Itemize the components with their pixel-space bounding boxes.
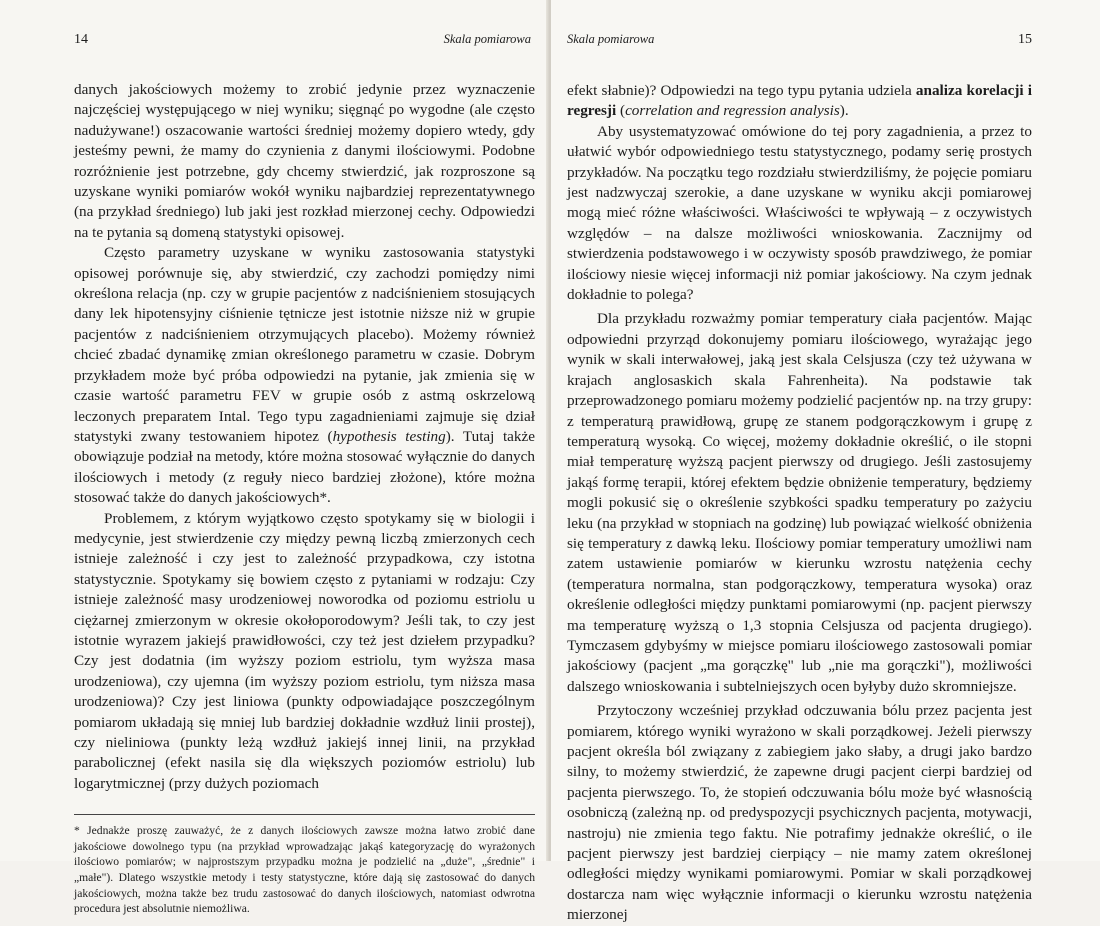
paragraph <box>74 243 535 508</box>
page-number: 15 <box>1018 32 1032 47</box>
italic-term: correlation and regression analysis <box>625 102 840 120</box>
text-run: Dla przykładu rozważmy pomiar temperatury ciała pacjentów. Mając odpowiedni przyrząd dokonujemy pomiaru ilościowego, wyrażając jego wynik w skali interwałowej, jaką jest skala Celsjusza (czy też używana w krajach anglosaskich skala Fahrenheita). Na podstawie tak przeprowadzonego pomiaru możemy podzielić pacjentów np. na trzy grupy: z temperaturą prawidłową, grupę ze stanem podgorączkowym i grupę z temperaturą wysoką. Co więcej, możemy dokładnie określić, o ile stopni miał temperaturę wyższą pacjent pierwszy od drugiego. Jeśli zastosujemy jakąś formę terapii, której efektem będzie obniżenie temperatury, będziemy mogli pokusić się o określenie szybkości spadku temperatury po zażyciu leku (na przykład w stopniach na godzinę) lub powiązać wielkość obniżenia się temperatury z dawką leku. Ilościowy pomiar temperatury umożliwi nam zatem ustawienie pomiarów w kierunku wzrostu natężenia cechy (temperatura normalna, stan podgorączkowy, temperatura wysoka) oraz określenie odległości między punktami pomiarowymi (np. pacjent pierwszy ma temperaturę wyższą o 1,3 stopnia Celsjusza od pacjenta drugiego). Tymczasem gdybyśmy w miejsce pomiaru ilościowego zastosowali pomiar jakościowy (pacjent „ma gorączkę" lub „nie ma gorączki"), możliwości dalszego wnioskowania i subtelniejszych ocen byłyby dużo skromniejsze. <box>567 310 1032 695</box>
paragraph <box>74 80 535 243</box>
running-title: Skala pomiarowa <box>443 32 531 46</box>
text-run: danych jakościowych możemy to zrobić jedynie przez wyznaczenie najczęściej występującego w niej wyniku; sięgnąć po wygodne (ale często nadużywane!) oszacowanie wartości średniej możemy dopiero wtedy, gdy jesteśmy pewni, że mamy do czynienia z danymi ilościowymi. Podobne rozróżnienie jest potrzebne, gdy chcemy stwierdzić, jak rozproszone są uzyskane wyniki pomiarów wokół wyniku najbardziej reprezentatywnego (na przykład średniego) lub jaki jest rozkład mierzonej cechy. Odpowiedzi na te pytania są domeną statystyki opisowej. <box>74 81 535 241</box>
text-run: ). <box>839 102 849 120</box>
text-run: ( <box>616 102 626 120</box>
footnote-separator <box>74 814 535 815</box>
paragraph <box>74 509 535 795</box>
running-title: Skala pomiarowa <box>567 32 655 46</box>
right-running-head <box>567 32 1032 54</box>
page-number: 14 <box>74 32 88 47</box>
left-page <box>0 0 549 916</box>
text-run: ). Tutaj także obowiązuje podział na metody, które można stosować wyłącznie do danych ilościowych i metody (z reguły nieco bardziej złożone), które można stosować także do danych jakościowych*. <box>74 427 535 507</box>
bold-term: analiza korelacji i regresji <box>567 82 1032 120</box>
text-run: Przytoczony wcześniej przykład odczuwania bólu przez pacjenta jest pomiarem, którego wyniki wyrażono w skali porządkowej. Jeżeli pierwszy pacjent określa ból związany z zabiegiem jako słaby, a drugi jako bardzo silny, to możemy stwierdzić, że zapewne drugi pacjent cierpi bardziej od pacjenta pierwszego. To, że stopień odczuwania bólu może być własnością osobniczą (zależną np. od predyspozycji psychicznych pacjenta, motywacji, nastroju) nie zmienia tego faktu. Nie potrafimy jednakże określić, o ile pacjent pierwszy jest bardziej cierpiący – nie mamy zatem określonej odległości między wynikami pomiarowymi. Pomiar w skali porządkowej dostarcza nam więc wyłącznie informacji o kierunku wzrostu natężenia mierzonej <box>567 702 1032 924</box>
paragraph <box>567 701 1032 925</box>
paragraph <box>567 309 1032 697</box>
right-page <box>551 0 1100 924</box>
text-run: Problemem, z którym wyjątkowo często spotykamy się w biologii i medycynie, jest stwierdzenie czy między pewną liczbą zmierzonych cech istnieje zależność i czy jest to zależność przypadkowa, czy istotna statystycznie. Spotykamy się bowiem często z pytaniami w rodzaju: Czy istnieje zależność masy urodzeniowej noworodka od poziomu estriolu u ciężarnej zmierzonym w okresie okołoporodowym? Jeśli tak, to czy jest istotnie wyrazem jakiejś prawidłowości, czy też jest dziełem przypadku? Czy jest dodatnia (im wyższy poziom estriolu, tym wyższa masa urodzeniowa), czy ujemna (im wyższy poziom estriolu, tym niższa masa urodzeniowa)? Czy jest liniowa (punkty odpowiadające poszczególnym pomiarom układają się mniej lub bardziej dokładnie wzdłuż linii prostej), czy nieliniowa (punkty leżą wzdłuż jakiejś innej linii, na przykład parabolicznej (efekt nasila się dla większych poziomów estriolu) lub logarytmicznej (przy dużych poziomach <box>74 509 535 792</box>
italic-term: hypothesis testing <box>332 427 446 445</box>
left-body-text <box>74 80 535 794</box>
text-run: Aby usystematyzować omówione do tej pory zagadnienia, a przez to ułatwić wybór odpowiedniego testu statystycznego, podamy serię prostych przykładów. Na początku tego rozdziału stwierdziliśmy, że pojęcie pomiaru jest nadzwyczaj szerokie, a dane uzyskane w wyniku akcji pomiarowej mogą mieć różne właściwości. Właściwości te wpływają – z oczywistych względów – na dalsze możliwości wnioskowania. Zacznijmy od stwierdzenia podstawowego i w oczywisty sposób prawdziwego, że pomiar ilościowy niesie więcej informacji niż pomiar jakościowy. Na czym jednak dokładnie to polega? <box>567 122 1032 304</box>
text-run: efekt słabnie)? Odpowiedzi na tego typu pytania udziela <box>567 82 916 99</box>
right-body-text <box>567 81 1032 926</box>
left-running-head <box>74 32 535 54</box>
text-run: Często parametry uzyskane w wyniku zastosowania statystyki opisowej porównuje się, aby stwierdzić, czy zachodzi pomiędzy nimi określona relacja (np. czy w grupie pacjentów z nadciśnieniem stosujących dany lek hipotensyjny ciśnienie tętnicze jest istotnie niższe niż w grupie pacjentów z nadciśnieniem otrzymujących placebo). Możemy również chcieć zbadać dynamikę zmian określonego parametru w czasie. Dobrym przykładem może być próba odpowiedzi na pytanie, jak zmienia się w czasie wartość parametru FEV w grupie osób z astmą oskrzelową leczonych preparatem Intal. Tego typu zagadnieniami zajmuje się dział statystyki zwany testowaniem hipotez ( <box>74 244 535 445</box>
paragraph <box>567 81 1032 122</box>
footnote: * Jednakże proszę zauważyć, że z danych ilościowych zawsze można łatwo zrobić dane jakościowe dowolnego typu (na przykład wprowadzając jakąś kategoryzację do wyrażonych ilościowo pomiarów; w najprostszym przypadku można je podzielić na „duże", „średnie" i „małe"). Dlatego wszystkie metody i testy statystyczne, które dają się zastosować do danych jakościowych, można także bez trudu zastosować do danych ilościowych, natomiast odwrotna procedura jest absolutnie niemożliwa. <box>74 824 535 916</box>
paragraph <box>567 122 1032 306</box>
